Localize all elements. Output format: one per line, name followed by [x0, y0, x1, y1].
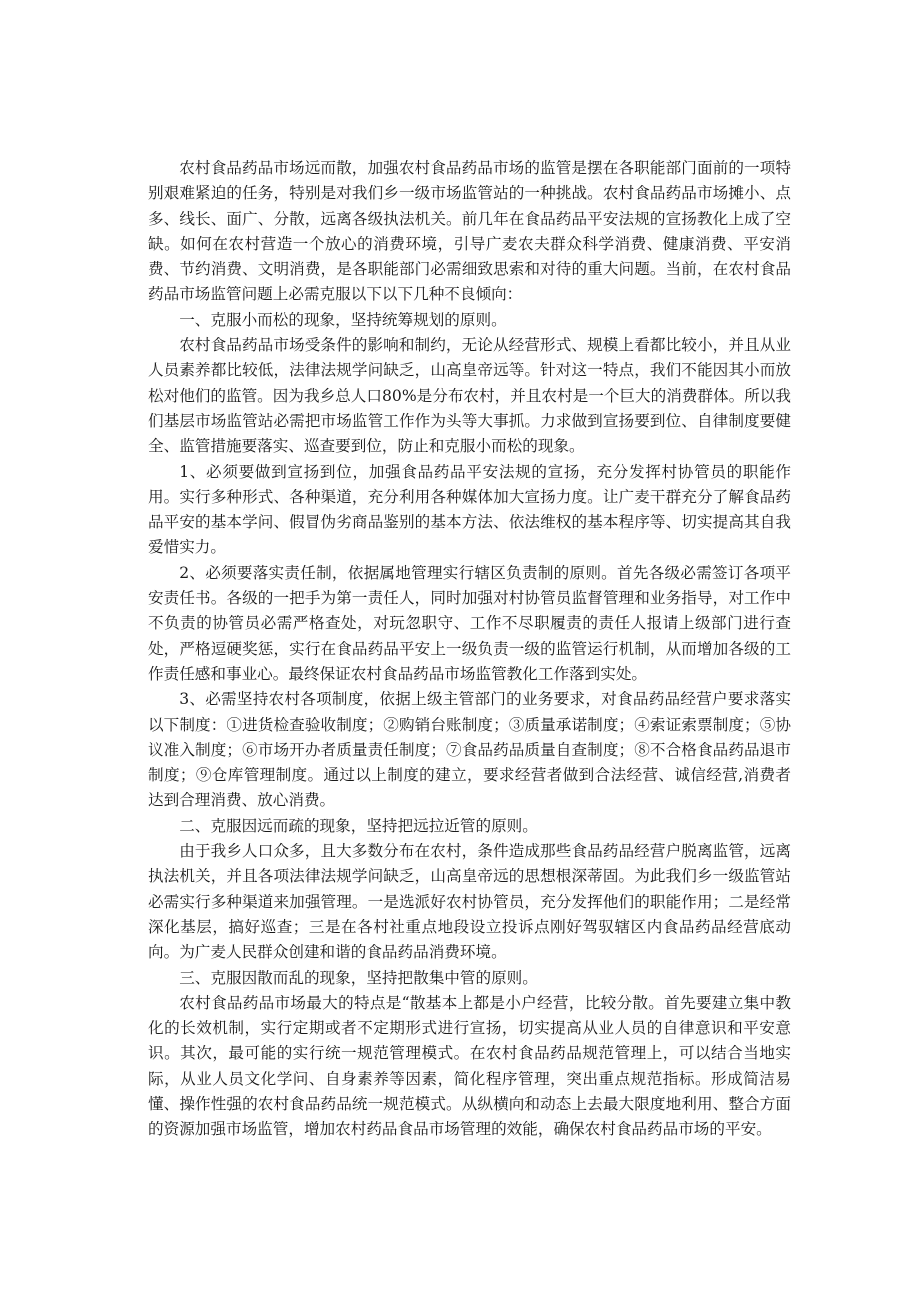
heading-section-1: 一、克服小而松的现象，坚持统筹规划的原则。 — [179, 310, 507, 329]
paragraph-section-3: 农村食品药品市场最大的特点是“散基本上都是小户经营，比较分散。首先要建立集中教化的长效机制，实行定期或者不定期形式进行宣扬，切实提高从业人员的自律意识和平安意识。其次，最可能的实行统一规范管理模式。在农村食品药品规范管理上，可以结合当地实际，从业人员文化学问、自身素养等因素，简化程序管理，突出重点规范指标。形成简洁易懂、操作性强的农村食品药品统一规范模式。从纵横向和动态上去最大限度地利用、整合方面的资源加强市场监管，增加农村药品食品市场管理的效能，确保农村食品药品市场的平安。 — [148, 993, 791, 1139]
paragraph-point-3: 3、必需坚持农村各项制度，依据上级主管部门的业务要求，对食品药品经营户要求落实以下制度：①进货检查验收制度；②购销台账制度；③质量承诺制度；④索证索票制度；⑤协议准入制度；⑥市场开办者质量责任制度；⑦食品药品质量自查制度；⑧不合格食品药品退市制度；⑨仓库管理制度。通过以上制度的建立，要求经营者做到合法经营、诚信经营,消费者达到合理消费、放心消费。 — [148, 690, 791, 810]
paragraph-section-1: 农村食品药品市场受条件的影响和制约，无论从经营形式、规模上看都比较小，并且从业人员素养都比较低，法律法规学问缺乏，山高皇帝远等。针对这一特点，我们不能因其小而放松对他们的监管。因为我乡总人口80%是分布农村，并且农村是一个巨大的消费群体。所以我们基层市场监管站必需把市场监管工作作为头等大事抓。力求做到宣扬要到位、自律制度要健全、监管措施要落实、巡查要到位，防止和克服小而松的现象。 — [148, 336, 791, 456]
heading-section-2: 二、克服因远而疏的现象，坚持把远拉近管的原则。 — [179, 816, 538, 835]
paragraph-section-2: 由于我乡人口众多，且大多数分布在农村，条件造成那些食品药品经营户脱离监管，远离执法机关，并且各项法律法规学问缺乏，山高皇帝远的思想根深蒂固。为此我们乡一级监管站必需实行多种渠道来加强管理。一是选派好农村协管员，充分发挥他们的职能作用；二是经常深化基层，搞好巡查；三是在各村社重点地段设立投诉点刚好驾驭辖区内食品药品经营底动向。为广麦人民群众创建和谐的食品药品消费环境。 — [148, 842, 791, 962]
paragraph-point-1: 1、必须要做到宣扬到位，加强食品药品平安法规的宣扬，充分发挥村协管员的职能作用。实行多种形式、各种渠道，充分利用各种媒体加大宣扬力度。让广麦干群充分了解食品药品平安的基本学问、假冒伪劣商品鉴别的基本方法、依法维权的基本程序等、切实提高其自我爱惜实力。 — [148, 462, 791, 557]
paragraph-intro: 农村食品药品市场远而散，加强农村食品药品市场的监管是摆在各职能部门面前的一项特别艰难紧迫的任务，特别是对我们乡一级市场监管站的一种挑战。农村食品药品市场摊小、点多、线长、面广、分散，远离各级执法机关。前几年在食品药品平安法规的宣扬教化上成了空缺。如何在农村营造一个放心的消费环境，引导广麦农夫群众科学消费、健康消费、平安消费、节约消费、文明消费，是各职能部门必需细致思索和对待的重大问题。当前，在农村食品药品市场监管问题上必需克服以下以下几种不良倾向： — [148, 159, 791, 304]
document-body — [148, 156, 791, 1143]
paragraph-point-2: 2、必须要落实责任制，依据属地管理实行辖区负责制的原则。首先各级必需签订各项平安责任书。各级的一把手为第一责任人，同时加强对村协管员监督管理和业务指导，对工作中不负责的协管员必需严格查处，对玩忽职守、工作不尽职履责的责任人报请上级部门进行查处，严格逗硬奖惩，实行在食品药品平安上一级负责一级的监管运行机制，从而增加各级的工作责任感和事业心。最终保证农村食品药品市场监管教化工作落到实处。 — [148, 563, 791, 683]
heading-section-3: 三、克服因散而乱的现象，坚持把散集中管的原则。 — [179, 968, 538, 987]
